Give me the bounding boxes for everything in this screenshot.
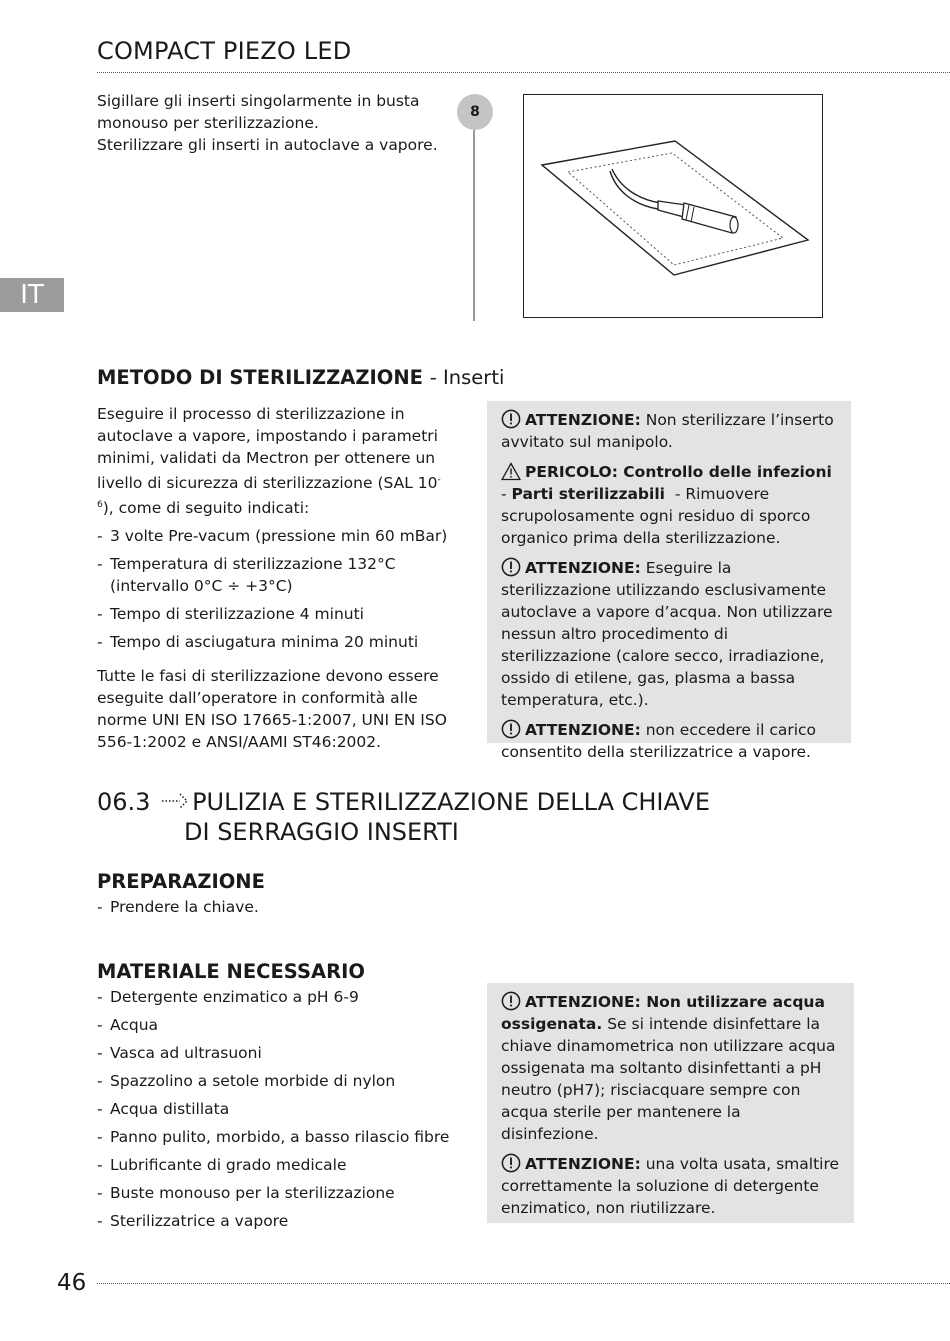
preparation-list [97,896,259,924]
list-item: - Vasca ad ultrasuoni [97,1042,467,1064]
list-item: - Lubrificante di grado medicale [97,1154,467,1176]
exclamation-circle-icon [501,991,521,1011]
page-number: 46 [57,1270,87,1296]
warning-text: Eseguire la sterilizzazione utilizzando esclusivamente autoclave a vapore d’acqua. Non utilizzare nessun altro procedimento di sterilizzazione (calore secco, irradiazione, ossido di etilene, gas, plasma a bassa temperatura, etc.). [501,559,833,709]
section-heading [97,787,710,847]
list-item: - Prendere la chiave. [97,896,259,918]
warning-attention [501,409,837,453]
header-divider [97,72,950,73]
list-item: - Buste monouso per la sterilizzazione [97,1182,467,1204]
warning-label: ATTENZIONE: [525,411,641,429]
method-heading-suffix: - Inserti [429,366,505,389]
step-timeline [473,113,475,321]
warning-attention [501,719,837,763]
exclamation-circle-icon [501,719,521,739]
warning-text: non eccedere il carico consentito della sterilizzatrice a vapore. [501,721,817,761]
method-intro-sup: -6 [97,475,441,511]
warning-danger [501,461,837,549]
warning-attention [501,991,840,1145]
section-number: 06.3 [97,788,151,816]
warning-attention [501,1153,840,1219]
method-heading [97,366,504,389]
exclamation-circle-icon [501,1153,521,1173]
materials-heading: MATERIALE NECESSARIO [97,960,365,983]
step-line-3: Sterilizzare gli inserti in autoclave a vapore. [97,136,438,154]
step-line-1: Sigillare gli inserti singolarmente in busta [97,92,420,110]
exclamation-circle-icon [501,409,521,429]
pouch-with-insert-icon [524,95,822,317]
preparation-heading: PREPARAZIONE [97,870,265,893]
warning-label: ATTENZIONE: [525,721,641,739]
section-title-line-1: PULIZIA E STERILIZZAZIONE DELLA CHIAVE [192,788,710,816]
danger-label: PERICOLO: Controllo delle infezioni [525,463,832,481]
warning-text: Non sterilizzare l’inserto avvitato sul manipolo. [501,411,834,451]
method-closing: Tutte le fasi di sterilizzazione devono essere eseguite dall’operatore in conformità alle norme UNI EN ISO 17665-1:2007, UNI EN ISO 556-1:2002 e ANSI/AAMI ST46:2002. [97,667,447,752]
materials-list [97,986,467,1238]
warning-label: ATTENZIONE: [525,559,641,577]
warning-text: Se si intende disinfettare la chiave dinamometrica non utilizzare acqua ossigenata ma soltanto disinfettanti a pH neutro (pH7); risciacquare sempre con acqua sterile per mantenere la disinfezione. [501,1015,836,1143]
sterilization-pouch-illustration [523,94,823,318]
danger-bold: Parti sterilizzabili [511,485,665,503]
warnings-box-top [487,401,851,761]
page-title: COMPACT PIEZO LED [97,37,352,65]
list-item: - Acqua distillata [97,1098,467,1120]
list-item: - Acqua [97,1014,467,1036]
method-body [97,403,457,753]
warning-triangle-icon [501,462,521,481]
list-item: - 3 volte Pre-vacum (pressione min 60 mBar) [97,525,457,547]
list-item: - Detergente enzimatico a pH 6-9 [97,986,467,1008]
danger-prefix: - [501,485,507,503]
dotted-arrow-icon [160,791,190,811]
footer-divider [97,1283,950,1284]
list-item: - Tempo di sterilizzazione 4 minuti [97,603,457,625]
method-parameter-list [97,525,457,653]
list-item: - Spazzolino a setole morbide di nylon [97,1070,467,1092]
method-intro-tail: ), come di seguito indicati: [102,499,310,518]
language-tab: IT [0,278,64,312]
warning-text: una volta usata, smaltire correttamente la soluzione di detergente enzimatico, non riutilizzare. [501,1155,840,1217]
list-item: - Sterilizzatrice a vapore [97,1210,467,1232]
list-item: - Tempo di asciugatura minima 20 minuti [97,631,457,653]
step-number-badge: 8 [457,94,493,130]
method-intro-text: Eseguire il processo di sterilizzazione in autoclave a vapore, impostando i parametri minimi, validati da Mectron per ottenere un livello di sicurezza di sterilizzazione (SAL 10 [97,405,438,493]
step-instructions [97,90,452,156]
warning-label: ATTENZIONE: [525,1155,641,1173]
warning-attention [501,557,837,711]
section-title-line-2: DI SERRAGGIO INSERTI [184,818,459,846]
list-item: - Panno pulito, morbido, a basso rilascio fibre [97,1126,467,1148]
danger-text: - Rimuovere scrupolosamente ogni residuo di sporco organico prima della sterilizzazione. [501,485,811,547]
method-intro [97,403,457,519]
warnings-box-bottom [487,983,854,1223]
step-line-2: monouso per sterilizzazione. [97,114,319,132]
warning-label: ATTENZIONE: Non utilizzare acqua ossigenata. [501,993,825,1033]
list-item: - Temperatura di sterilizzazione 132°C (intervallo 0°C ÷ +3°C) [97,553,457,597]
exclamation-circle-icon [501,557,521,577]
method-heading-text: METODO DI STERILIZZAZIONE [97,366,423,389]
